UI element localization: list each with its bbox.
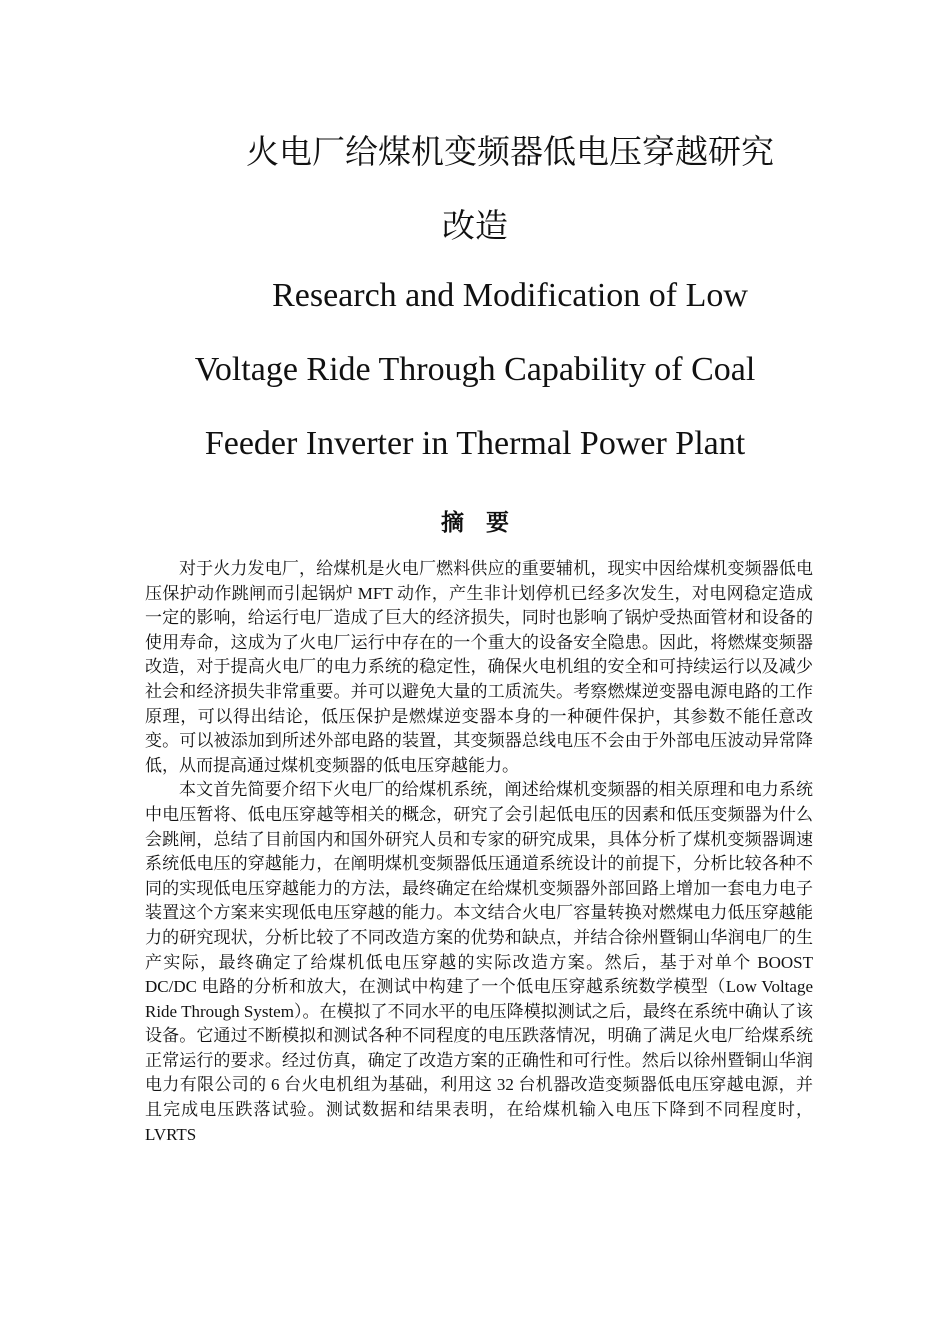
english-title-line-3: Feeder Inverter in Thermal Power Plant (204, 425, 746, 462)
abstract-paragraph-1: 对于火力发电厂，给煤机是火电厂燃料供应的重要辅机，现实中因给煤机变频器低电压保护动作跳闸而引起锅炉 MFT 动作，产生非计划停机已经多次发生，对电网稳定造成一定的影响，给运行电厂造成了巨大的经济损失，同时也影响了锅炉受热面管材和设备的使用寿命，这成为了火电厂运行中存在的一个重大的设备安全隐患。因此，将燃煤变频器改造，对于提高火电厂的电力系统的稳定性，确保火电机组的安全和可持续运行以及减少社会和经济损失非常重要。并可以避免大量的工质流失。考察燃煤逆变器电源电路的工作原理，可以得出结论，低压保护是燃煤逆变器本身的一种硬件保护，其参数不能任意改变。可以被添加到所述外部电路的装置，其变频器总线电压不会由于外部电压波动异常降低，从而提高通过煤机变频器的低电压穿越能力。 (145, 559, 813, 775)
abstract-paragraph-2: 本文首先简要介绍下火电厂的给煤机系统，阐述给煤机变频器的相关原理和电力系统中电压暂将、低电压穿越等相关的概念，研究了会引起低电压的因素和低压变频器为什么会跳闸，总结了目前国内和国外研究人员和专家的研究成果，具体分析了煤机变频器调速系统低电压的穿越能力，在阐明煤机变频器低压通道系统设计的前提下，分析比较各种不同的实现低电压穿越能力的方法，最终确定在给煤机变频器外部回路上增加一套电力电子装置这个方案来实现低电压穿越的能力。本文结合火电厂容量转换对燃煤电力低压穿越能力的研究现状，分析比较了不同改造方案的优势和缺点，并结合徐州暨铜山华润电厂的生产实际，最终确定了给煤机低电压穿越的实际改造方案。然后，基于对单个 BOOST DC/DC 电路的分析和放大，在测试中构建了一个低电压穿越系统数学模型（Low Voltage Ride Through System）。在模拟了不同水平的电压降模拟测试之后，最终在系统中确认了该设备。它通过不断模拟和测试各种不同程度的电压跌落情况，明确了满足火电厂给煤系统正常运行的要求。经过仿真，确定了改造方案的正确性和可行性。然后以徐州暨铜山华润电力有限公司的 6 台火电机组为基础，利用这 32 台机器改造变频器低电压穿越电源，并且完成电压跌落试验。测试数据和结果表明，在给煤机输入电压下降到不同程度时，LVRTS (145, 780, 813, 1144)
abstract-heading: 摘要 (441, 510, 531, 536)
english-title-line-1: Research and Modification of Low (272, 277, 748, 314)
english-title-line-2: Voltage Ride Through Capability of Coal (194, 351, 756, 388)
abstract-body (145, 557, 813, 1147)
chinese-title-line-1: 火电厂给煤机变频器低电压穿越研究 (246, 132, 774, 171)
chinese-title-line-2: 改造 (442, 206, 508, 245)
